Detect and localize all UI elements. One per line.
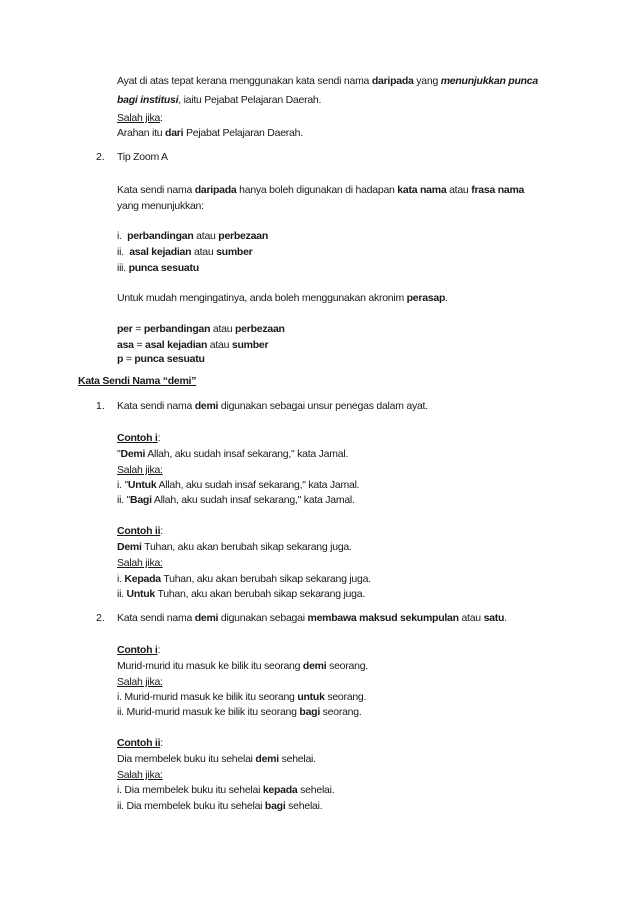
wrong-example-line: ii. Untuk Tuhan, aku akan berubah sikap sekarang juga. (117, 588, 365, 600)
list-number: 2. (96, 612, 105, 624)
wrong-example-line: i. Murid-murid masuk ke bilik itu seorang untuk seorang. (117, 691, 367, 703)
salah-jika-label: Salah jika: (117, 676, 163, 688)
example-line: "Demi Allah, aku sudah insaf sekarang," kata Jamal. (117, 448, 349, 460)
example-line: Murid-murid itu masuk ke bilik itu seorang demi seorang. (117, 660, 368, 672)
example-label: Contoh i: (117, 644, 161, 656)
wrong-example-line: ii. Murid-murid masuk ke bilik itu seorang bagi seorang. (117, 706, 362, 718)
salah-jika-label: Salah jika: (117, 464, 163, 476)
rule-description: Kata sendi nama demi digunakan sebagai membawa maksud sekumpulan atau satu. (117, 612, 507, 624)
tip-item: ii. asal kejadian atau sumber (117, 246, 253, 258)
acronym-line: per = perbandingan atau perbezaan (117, 323, 285, 335)
wrong-example-line: ii. Dia membelek buku itu sehelai bagi sehelai. (117, 800, 323, 812)
tip-item: iii. punca sesuatu (117, 262, 199, 274)
explanation-line: Ayat di atas tepat kerana menggunakan kata sendi nama daripada yang menunjukkan punca (117, 75, 538, 87)
tip-description: Kata sendi nama daripada hanya boleh digunakan di hadapan kata nama atau frasa nama (117, 184, 525, 196)
acronym-line: asa = asal kejadian atau sumber (117, 339, 269, 351)
example-label: Contoh ii: (117, 737, 163, 749)
wrong-example-line: i. "Untuk Allah, aku sudah insaf sekarang," kata Jamal. (117, 479, 360, 491)
list-number: 1. (96, 400, 105, 412)
wrong-example-line: i. Dia membelek buku itu sehelai kepada sehelai. (117, 784, 335, 796)
list-number: 2. (96, 151, 105, 163)
salah-jika-label: Salah jika: (117, 769, 163, 781)
example-label: Contoh i: (117, 432, 161, 444)
wrong-example-line: Arahan itu dari Pejabat Pelajaran Daerah. (117, 127, 303, 139)
tip-title: Tip Zoom A (117, 151, 168, 163)
example-line: Dia membelek buku itu sehelai demi sehelai. (117, 753, 316, 765)
wrong-example-line: ii. "Bagi Allah, aku sudah insaf sekarang," kata Jamal. (117, 494, 355, 506)
tip-item: i. perbandingan atau perbezaan (117, 230, 268, 242)
section-heading: Kata Sendi Nama “demi” (78, 375, 197, 387)
explanation-line: bagi institusi, iaitu Pejabat Pelajaran Daerah. (117, 94, 322, 106)
tip-description: yang menunjukkan: (117, 200, 204, 212)
acronym-line: p = punca sesuatu (117, 353, 205, 365)
salah-jika-label: Salah jika: (117, 112, 163, 124)
rule-description: Kata sendi nama demi digunakan sebagai unsur penegas dalam ayat. (117, 400, 428, 412)
salah-jika-label: Salah jika: (117, 557, 163, 569)
wrong-example-line: i. Kepada Tuhan, aku akan berubah sikap sekarang juga. (117, 573, 371, 585)
mnemonic-line: Untuk mudah mengingatinya, anda boleh menggunakan akronim perasap. (117, 292, 448, 304)
example-label: Contoh ii: (117, 525, 163, 537)
example-line: Demi Tuhan, aku akan berubah sikap sekarang juga. (117, 541, 352, 553)
